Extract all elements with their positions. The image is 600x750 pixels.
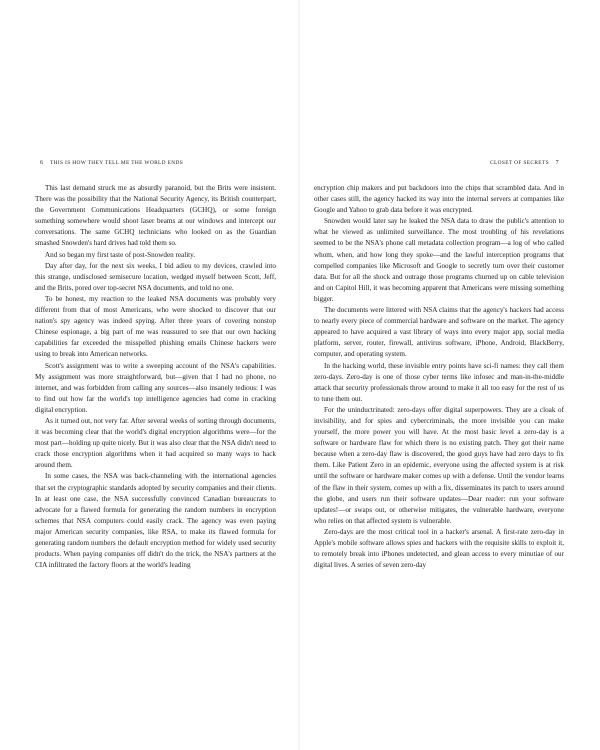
left-paragraph-1: This last demand struck me as absurdly paranoid, but the Brits were insistent. There was the possibility that the National Security Agency, its British counterpart, the Government Communications Headquarters (GCHQ), or some foreign something somewhere would shoot laser beams at our windows and intercept our conversations. The same GCHQ technicians who looked on as the Guardian smashed Snowden's hard drives had told them so.	[35, 184, 276, 248]
left-page-number: 6	[40, 160, 44, 166]
right-paragraph-1: encryption chip makers and put backdoors into the chips that scrambled data. And in other cases still, the agency hacked its way into the internal servers at companies like Google and Yahoo to grab data before it was encrypted.	[314, 184, 564, 215]
left-paragraph-4: To be honest, my reaction to the leaked NSA documents was probably very different from that of most Americans, who were shocked to discover that our nation's spy agency was indeed spying. After three years of covering nonstop Chinese espionage, a big part of me was reassured to see that our own hacking capabilities far exceeded the misspelled phishing emails Chinese hackers were using to break into American networks.	[35, 294, 276, 359]
left-running-head-title: THIS IS HOW THEY TELL ME THE WORLD ENDS	[49, 160, 184, 166]
right-paragraph-5: For the uninductrinated: zero-days offer digital superpowers. They are a cloak of invisibility, and for spies and cybercriminals, the more invisible you can make yourself, the more power you will have. At the most basic level a zero-day is a software or hardware flaw for which there is no existing patch. They got their name because when a zero-day flaw is discovered, the good guys have had zero days to fix them. Like Patient Zero in an epidemic, everyone using the affected system is at risk until the software or hardware maker comes up with a defense. Until the vendor learns of the flaw in their system, comes up with a fix, disseminates its patch to users around the globe, and users run their software updates—Dear reader: run your software updates!—or swaps out, or otherwise mitigates, the vulnerable hardware, everyone who relies on that affected system is vulnerable.	[314, 405, 564, 525]
right-paragraph-6: Zero-days are the most critical tool in a hacker's arsenal. A first-rate zero-day in Apple's mobile software allows spies and hackers with the requisite skills to exploit it, to remotely break into iPhones undetected, and glean access to every minutiae of our digital lives. A series of seven zero-day	[314, 527, 564, 570]
left-paragraph-2: And so began my first taste of post-Snowden reality.	[45, 250, 196, 259]
right-page-number: 7	[555, 160, 559, 166]
left-paragraph-5: Scott's assignment was to write a sweeping account of the NSA's capabilities. My assignment was more straightforward, but—given that I had no phone, no internet, and was forbidden from calling any sources—also insanely tedious: I was to find out how far the world's top intelligence agencies had come in cracking digital encryption.	[35, 361, 276, 414]
left-running-head	[35, 160, 183, 166]
right-running-head-title: CLOSET OF SECRETS	[490, 160, 549, 166]
left-body-text	[35, 183, 276, 571]
left-paragraph-6: As it turned out, not very far. After several weeks of sorting through documents, it was becoming clear that the world's digital encryption algorithms were—for the most part—holding up quite nicely. But it was also clear that the NSA didn't need to crack those encryption algorithms when it had acquired so many ways to hack around them.	[35, 416, 276, 470]
left-paragraph-3: Day after day, for the next six weeks, I bid adieu to my devices, crawled into this strange, undisclosed semisecure location, wedged myself between Scott, Jeff, and the Brits, pored over top-secret NSA documents, and told no one.	[35, 261, 276, 292]
left-paragraph-7: In some cases, the NSA was back-channeling with the international agencies that set the cryptographic standards adopted by security companies and their clients. In at least one case, the NSA successfully convinced Canadian bureaucrats to advocate for a flawed formula for generating the random numbers in encryption schemes that NSA computers could easily crack. The agency was even paying major American security companies, like RSA, to make its flawed formula for generating random numbers the default encryption method for widely used security products. When paying companies off didn't do the trick, the NSA's partners at the CIA infiltrated the factory floors at the world's leading	[35, 472, 276, 570]
right-paragraph-2: Snowden would later say he leaked the NSA data to draw the public's attention to what he viewed as unlimited surveillance. The most troubling of his revelations seemed to be the NSA's phone call metadata collection program—a log of who called whom, when, and how long they spoke—and the lawful interception programs that compelled companies like Microsoft and Google to secretly turn over their customer data. But for all the shock and outrage those programs churned up on cable television and on Capitol Hill, it was becoming apparent that Americans were missing something bigger.	[314, 217, 564, 303]
right-paragraph-3: The documents were littered with NSA claims that the agency's hackers had access to nearly every piece of commercial hardware and software on the market. The agency appeared to have acquired a vast library of ways into every major app, social media platform, server, router, firewall, antivirus software, iPhone, Android, BlackBerry, computer, and operating system.	[314, 306, 564, 359]
right-body-text	[314, 183, 564, 571]
right-paragraph-4: In the hacking world, these invisible entry points have sci-fi names: they call them zero-days. Zero-day is one of those cyber terms like infosec and man-in-the-middle attack that security professionals throw around to make it all too easy for the rest of us to tune them out.	[314, 361, 564, 403]
right-page	[300, 0, 600, 750]
right-running-head	[490, 160, 564, 166]
